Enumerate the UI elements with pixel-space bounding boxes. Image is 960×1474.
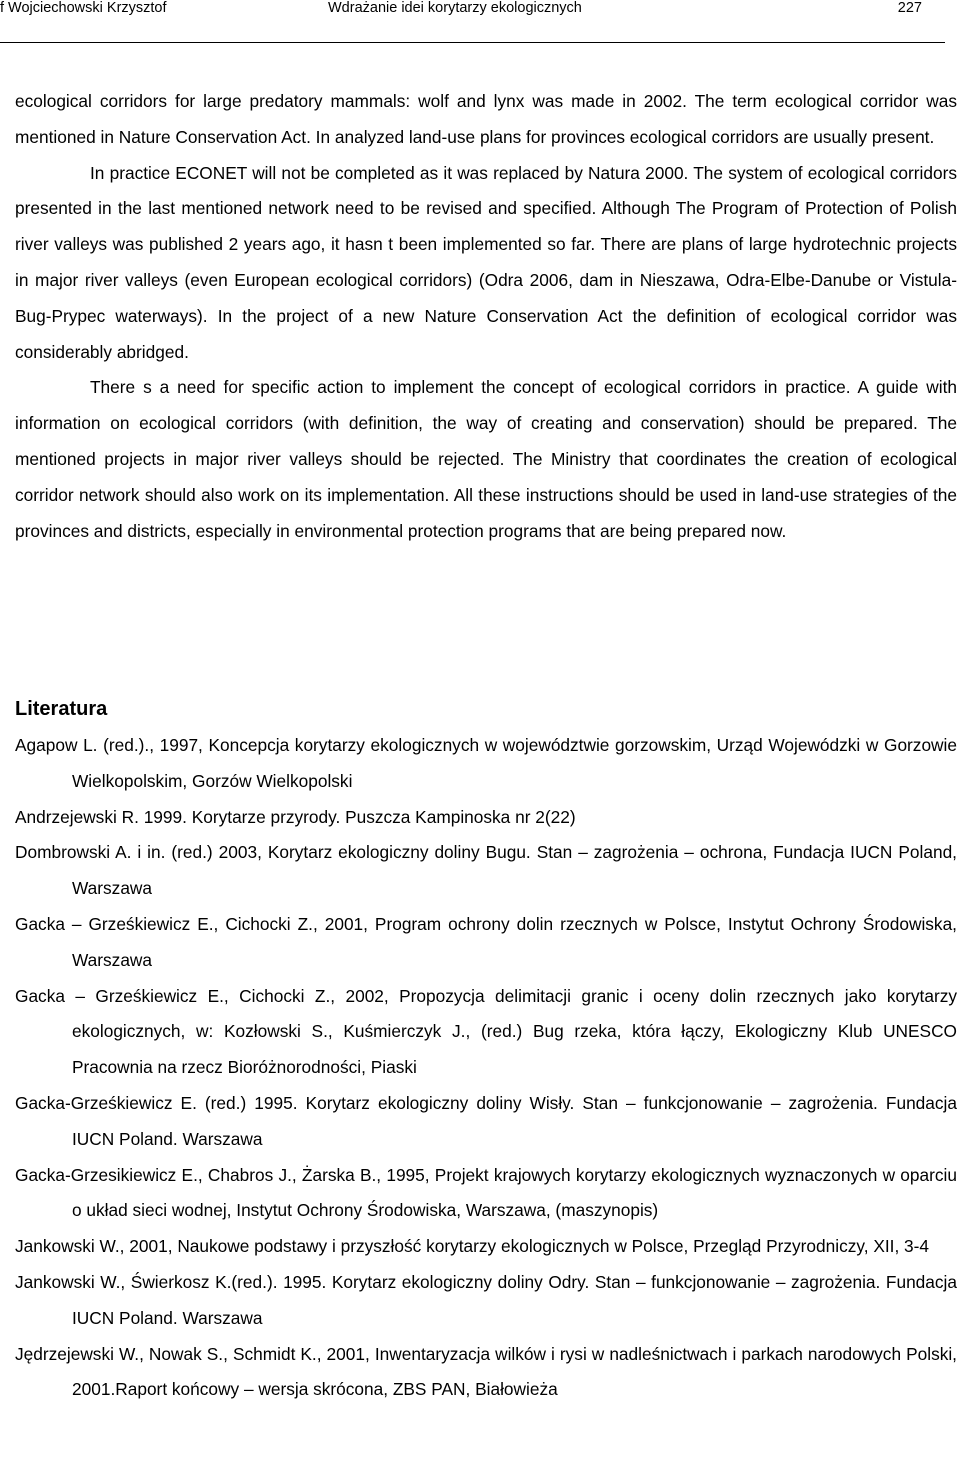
body-text — [15, 84, 957, 549]
body-paragraph: In practice ECONET will not be completed as it was replaced by Natura 2000. The system of ecological corridors presented in the last mentioned network need to be revised and specified. Although The Program of Protection of Polish river valleys was published 2 years ago, it hasn t been implemented so far. There are plans of large hydrotechnic projects in major river valleys (even European ecological corridors) (Odra 2006, dam in Nieszawa, Odra-Elbe-Danube or Vistula-Bug-Prypec waterways). In the project of a new Nature Conservation Act the definition of ecological corridor was considerably abridged. — [15, 162, 957, 362]
body-paragraph: ecological corridors for large predatory mammals: wolf and lynx was made in 2002. The term ecological corridor was mentioned in Nature Conservation Act. In analyzed land-use plans for provinces ecological corridors are usually present. — [15, 91, 957, 147]
literature-heading: Literatura — [15, 698, 108, 720]
reference-entry: Gacka-Grzesikiewicz E., Chabros J., Żarska B., 1995, Projekt krajowych korytarzy ekologicznych wyznaczonych w oparciu o układ sieci wodnej, Instytut Ochrony Środowiska, Warszawa, (maszynopis) — [15, 1164, 957, 1221]
reference-entry: Gacka – Grześkiewicz E., Cichocki Z., 2002, Propozycja delimitacji granic i oceny dolin rzecznych jako korytarzy ekologicznych, w: Kozłowski S., Kuśmierczyk J., (red.) Bug rzeka, która łączy, Ekologiczny Klub UNESCO Pracownia na rzecz Bioróżnorodności, Piaski — [15, 985, 957, 1078]
reference-entry: Dombrowski A. i in. (red.) 2003, Korytarz ekologiczny doliny Bugu. Stan – zagrożenia – ochrona, Fundacja IUCN Poland, Warszawa — [15, 842, 957, 899]
reference-entry: Jankowski W., Świerkosz K.(red.). 1995. Korytarz ekologiczny doliny Odry. Stan – funkcjonowanie – zagrożenia. Fundacja IUCN Poland. Warszawa — [15, 1271, 957, 1328]
reference-entry: Gacka-Grześkiewicz E. (red.) 1995. Korytarz ekologiczny doliny Wisły. Stan – funkcjonowanie – zagrożenia. Fundacja IUCN Poland. Warszawa — [15, 1092, 957, 1149]
reference-entry: Andrzejewski R. 1999. Korytarze przyrody. Puszcza Kampinoska nr 2(22) — [15, 806, 576, 827]
reference-entry: Agapow L. (red.)., 1997, Koncepcja korytarzy ekologicznych w województwie gorzowskim, Urząd Wojewódzki w Gorzowie Wielkopolskim, Gorzów Wielkopolski — [15, 735, 957, 791]
reference-entry: Jędrzejewski W., Nowak S., Schmidt K., 2001, Inwentaryzacja wilków i rysi w nadleśnictwach i parkach narodowych Polski, 2001.Raport końcowy – wersja skrócona, ZBS PAN, Białowieża — [15, 1343, 957, 1400]
page-number: 227 — [897, 0, 922, 16]
reference-entry: Gacka – Grześkiewicz E., Cichocki Z., 2001, Program ochrony dolin rzecznych w Polsce, Instytut Ochrony Środowiska, Warszawa — [15, 913, 957, 970]
reference-list — [15, 728, 957, 1408]
body-paragraph: There s a need for specific action to implement the concept of ecological corridors in practice. A guide with information on ecological corridors (with definition, the way of creating and conservation) should be prepared. The mentioned projects in major river valleys should be rejected. The Ministry that coordinates the creation of ecological corridor network should also work on its implementation. All these instructions should be used in land-use strategies of the provinces and districts, especially in environmental protection programs that are being prepared now. — [15, 377, 957, 541]
header-divider — [0, 42, 945, 43]
header-title: Wdrażanie idei korytarzy ekologicznych — [328, 0, 582, 16]
reference-entry: Jankowski W., 2001, Naukowe podstawy i przyszłość korytarzy ekologicznych w Polsce, Przegląd Przyrodniczy, XII, 3-4 — [15, 1236, 930, 1257]
header-author: f Wojciechowski Krzysztof — [0, 0, 167, 16]
running-header — [0, 0, 960, 22]
